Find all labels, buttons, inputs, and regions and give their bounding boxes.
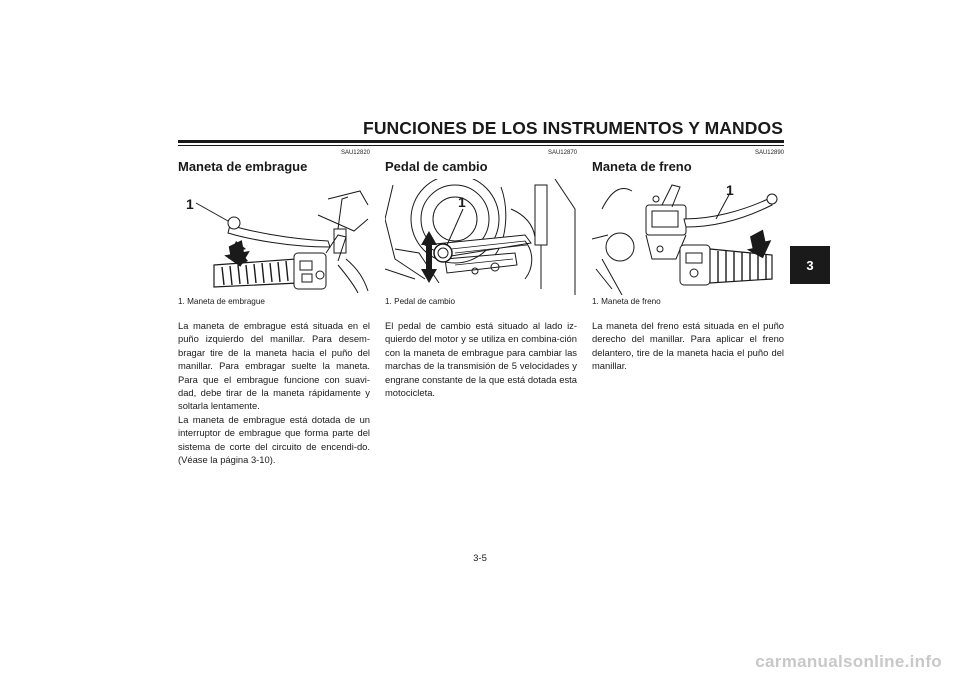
body-paragraph: El pedal de cambio está situado al lado iz-quierdo del motor y se utiliza en combina-ción con la maneta de embrague para cambiar las marchas de la transmisión de 5 velocidades y engrane constante de la que está dotada esta motocicleta.	[385, 320, 577, 399]
page-number: 3-5	[473, 553, 487, 564]
page-header-title: FUNCIONES DE LOS INSTRUMENTOS Y MANDOS	[363, 118, 783, 138]
section-heading: Maneta de embrague	[178, 159, 308, 174]
callout-number: 1	[186, 196, 194, 212]
section-code: SAU12870	[547, 150, 577, 156]
callout-number: 1	[458, 194, 466, 210]
brake-lever-illustration	[592, 179, 784, 295]
section-shift-pedal	[385, 150, 577, 399]
shift-pedal-illustration	[385, 179, 577, 295]
section-heading: Maneta de freno	[592, 159, 692, 174]
watermark-text: carmanualsonline.info	[755, 652, 942, 671]
header-rule-thin	[178, 145, 784, 146]
section-body	[178, 319, 370, 466]
figure-caption: 1. Maneta de freno	[592, 297, 661, 306]
clutch-lever-illustration	[178, 179, 370, 295]
section-code: SAU12820	[340, 150, 370, 156]
header-rule-thick	[178, 140, 784, 143]
section-brake-lever	[592, 150, 784, 373]
section-heading: Pedal de cambio	[385, 159, 488, 174]
figure-caption: 1. Maneta de embrague	[178, 297, 265, 306]
body-paragraph: La maneta del freno está situada en el puño derecho del manillar. Para aplicar el freno delantero, tire de la maneta hacia el puño del manillar.	[592, 320, 784, 372]
section-body	[385, 319, 577, 399]
section-clutch-lever	[178, 150, 370, 466]
body-paragraph: La maneta de embrague está situada en el puño izquierdo del manillar. Para desem-bragar tire de la maneta hacia el puño del manillar. Para embragar suelte la maneta. Para que el embrague funcione con suavi-dad, debe tirar de la maneta rápidamente y soltarla lentamente.	[178, 320, 370, 412]
section-code: SAU12890	[754, 150, 784, 156]
chapter-tab: 3	[790, 246, 830, 284]
callout-number: 1	[726, 182, 734, 198]
figure-caption: 1. Pedal de cambio	[385, 297, 456, 306]
section-body	[592, 319, 784, 373]
body-paragraph: La maneta de embrague está dotada de un interruptor de embrague que forma parte del sistema de corte del circuito de encendi-do. (Véase la página 3-10).	[178, 413, 370, 466]
